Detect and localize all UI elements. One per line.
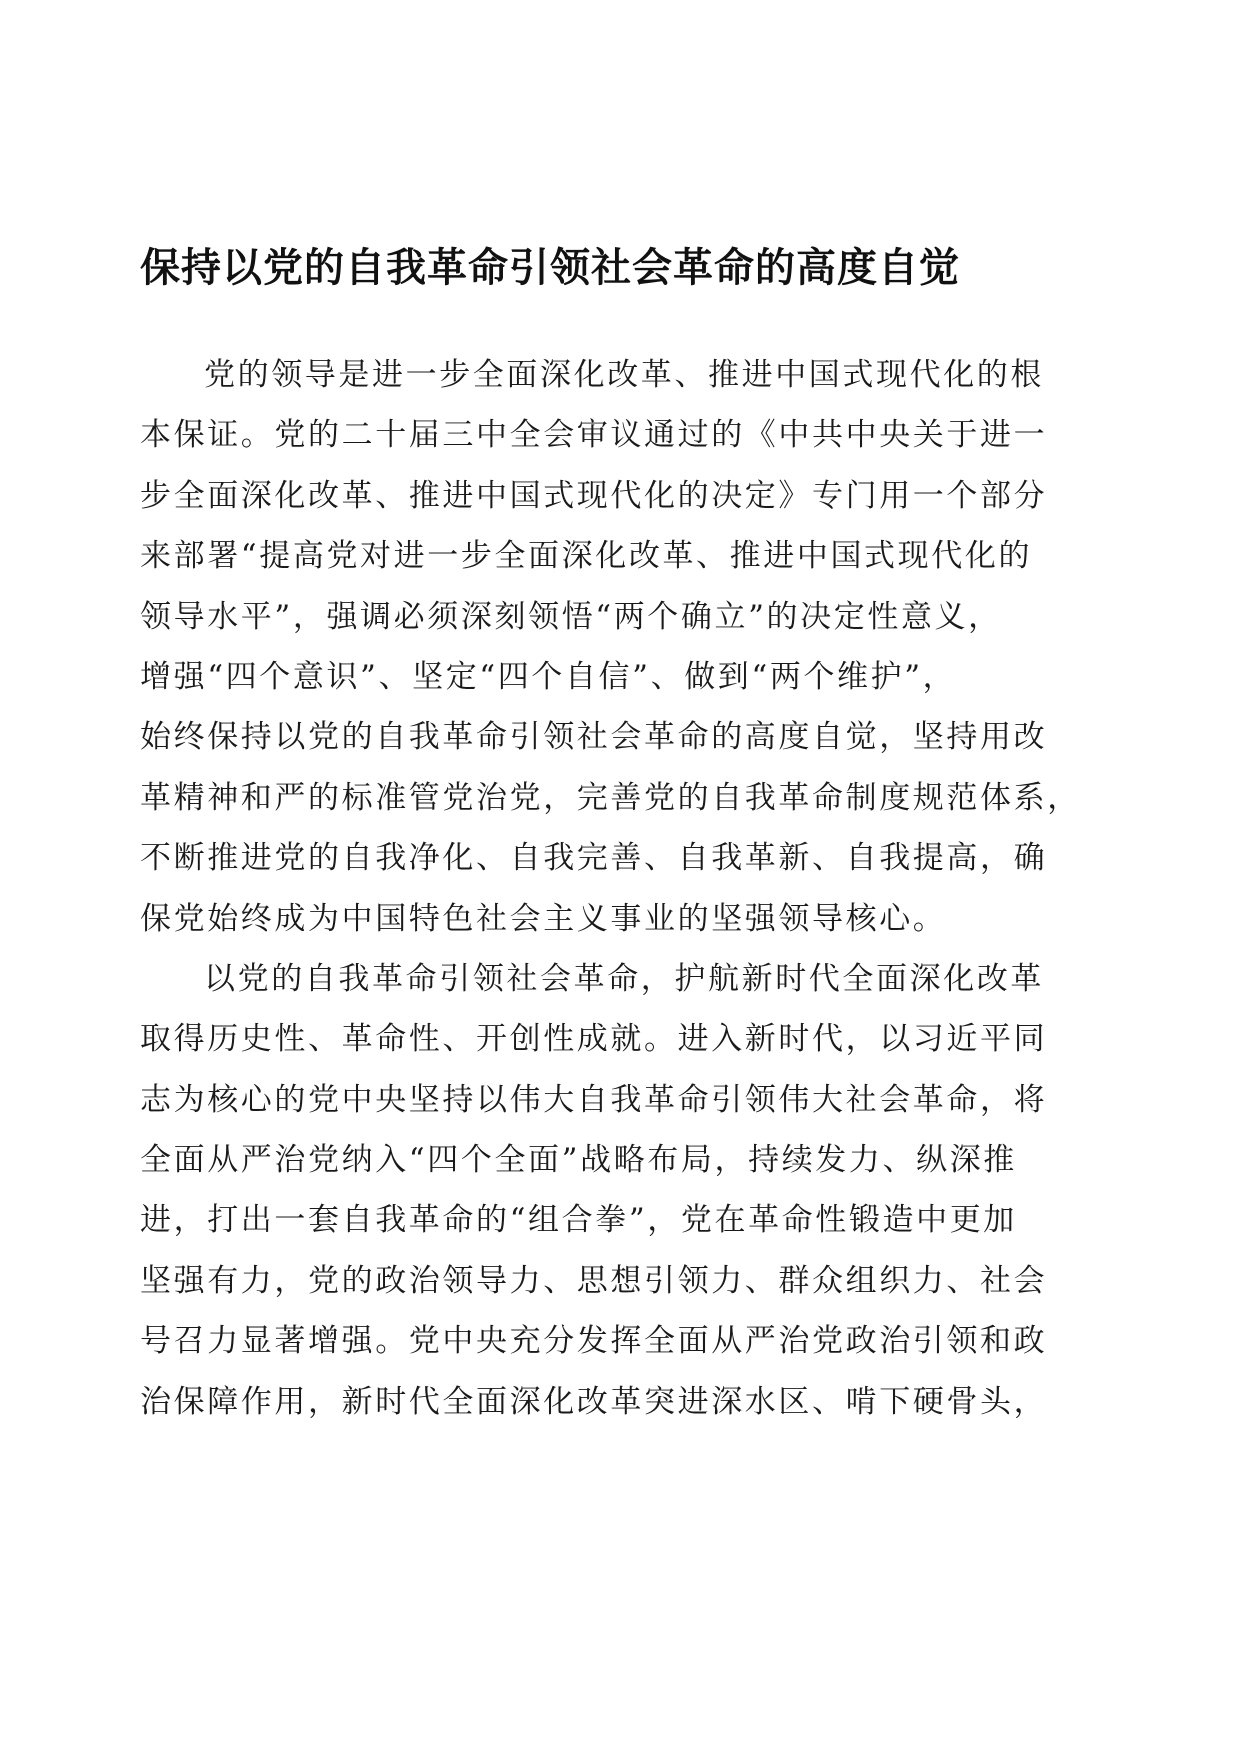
document-title: 保持以党的自我革命引领社会革命的高度自觉 <box>140 244 960 291</box>
text-line: 以党的自我革命引领社会革命，护航新时代全面深化改革 <box>204 960 1044 997</box>
text-line: 步全面深化改革、推进中国式现代化的决定》专门用一个部分 <box>140 477 1048 514</box>
document-body <box>140 345 1100 1432</box>
text-line: 本保证。党的二十届三中全会审议通过的《中共中央关于进一 <box>140 417 1048 454</box>
text-line: 革精神和严的标准管党治党，完善党的自我革命制度规范体系， <box>140 779 1081 816</box>
text-line: 坚强有力，党的政治领导力、思想引领力、群众组织力、社会 <box>140 1262 1048 1299</box>
text-line: 增强“四个意识”、坚定“四个自信”、做到“两个维护”， <box>140 658 957 695</box>
text-line: 全面从严治党纳入“四个全面”战略布局，持续发力、纵深推 <box>140 1142 1017 1179</box>
text-line: 进，打出一套自我革命的“组合拳”，党在革命性锻造中更加 <box>140 1202 1017 1239</box>
text-line: 号召力显著增强。党中央充分发挥全面从严治党政治引领和政 <box>140 1323 1048 1360</box>
text-line: 治保障作用，新时代全面深化改革突进深水区、啃下硬骨头， <box>140 1383 1048 1420</box>
text-line: 党的领导是进一步全面深化改革、推进中国式现代化的根 <box>204 357 1044 393</box>
paragraph-1 <box>140 345 1100 949</box>
paragraph-2 <box>140 949 1100 1432</box>
text-line: 领导水平”，强调必须深刻领悟“两个确立”的决定性意义， <box>140 598 1002 635</box>
text-line: 始终保持以党的自我革命引领社会革命的高度自觉，坚持用改 <box>140 719 1048 756</box>
text-line: 保党始终成为中国特色社会主义事业的坚强领导核心。 <box>140 900 947 937</box>
text-line: 不断推进党的自我净化、自我完善、自我革新、自我提高，确 <box>140 840 1048 877</box>
text-line: 志为核心的党中央坚持以伟大自我革命引领伟大社会革命，将 <box>140 1081 1048 1118</box>
text-line: 取得历史性、革命性、开创性成就。进入新时代，以习近平同 <box>140 1021 1048 1058</box>
text-line: 来部署“提高党对进一步全面深化改革、推进中国式现代化的 <box>140 538 1033 575</box>
